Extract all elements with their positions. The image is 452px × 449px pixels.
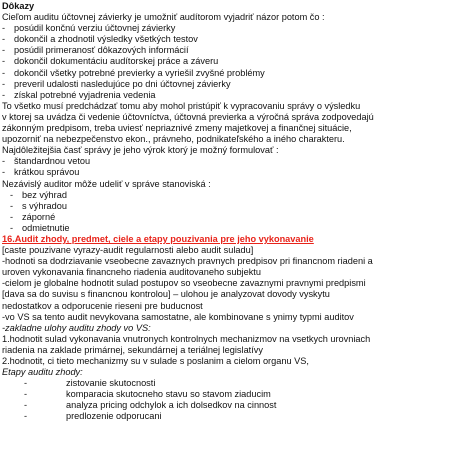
document-page [2,1,450,423]
paragraph-line: zákonným predpisom, treba uviesť nepriaznivé zmeny majetkovej a finančnej situácie, [2,123,352,134]
list-item: - dokončil dokumentáciu audítorskej práce a záveru [2,56,219,67]
list-item: - bez výhrad [10,189,67,200]
document-title: Dôkazy [2,1,35,11]
paragraph-line: To všetko musí predchádzať tomu aby mohol pristúpiť k vypracovaniu správy o výsledku [2,100,361,111]
section-line: [caste pouzivane vyrazy-audit regularnosti alebo audit suladu] [2,245,254,256]
section-heading: 16.Audit zhody, predmet, ciele a etapy pouzivania pre jeho vykonavanie [2,233,314,244]
list-item: - záporné [10,211,56,222]
list-item: - zistovanie skutocnosti [24,378,156,389]
task-line: 1.hodnotit sulad vykonavania vnutronych kontrolnych mechanizmov na vsetkych urovniach [2,333,371,344]
section-line: uroven vykonavania financneho riadenia auditovaneho subjektu [2,267,261,278]
stages-heading: Etapy auditu zhody: [2,367,83,378]
task-line: riadenia na zaklade primárnej, sekundárnej a teriálnej legislatívy [2,344,263,355]
report-intro-text: Najdôležitejšia časť správy je jeho výrok ktorý je možný formulovať : [2,145,279,156]
list-item: - predlozenie odporucani [24,411,162,422]
section-body [2,245,450,323]
list-item: - analyza pricing odchylok a ich dolsedkov na cinnost [24,400,277,411]
section-line: -hodnoti sa dodrziavanie vseobecne zavaznych pravnych predpisov pri financnom riadeni a [2,256,373,267]
list-item: - dokončil všetky potrebné previerky a vyriešil zvyšné problémy [2,67,265,78]
list-item: - získal potrebné vyjadrenia vedenia [2,89,156,100]
tasks-body [2,334,450,367]
section-line: nedostatkov a odporucenie rieseni pre buducnost [2,300,203,311]
list-item: - dokončil a zhodnotil výsledky všetkých testov [2,34,198,45]
list-item: - odmietnutie [10,222,70,233]
list-item: - krátkou správou [2,167,80,178]
audit-goals-list [2,23,450,101]
task-line: 2.hodnotit, ci tieto mechanizmy su v sulade s poslanim a cielom organu VS, [2,356,309,366]
opinions-list [2,190,450,234]
report-paragraph [2,101,450,145]
paragraph-line: upozorniť na nebezpečenstvo ekon., právneho, podnikateľského a iného charakteru. [2,134,345,145]
list-item: - preveril udalosti nasledujúce po dni účtovnej závierky [2,78,231,89]
list-item: - posúdil končnú verziu účtovnej závierky [2,23,176,34]
list-item: - s výhradou [10,200,67,211]
intro-text: Cieľom auditu účtovnej závierky je umožniť audítorom vyjadriť názor potom čo : [2,12,325,23]
list-item: - komparacia skutocneho stavu so stavom ziaducim [24,389,271,400]
section-line: -cielom je globalne hodnotit sulad postupov so vseobecne zavaznymi pravnymi predpismi [2,278,366,289]
list-item: - štandardnou vetou [2,156,91,167]
stages-list [2,378,450,422]
section-line: -vo VS sa tento audit nevykovana samostatne, ale kombinovane s ynimy typmi auditov [2,311,354,322]
opinion-intro-text: Nezávislý auditor môže udeliť v správe stanoviská : [2,178,211,189]
report-types-list [2,156,450,178]
list-item: - posúdil primeranosť dôkazových informácií [2,45,189,56]
section-line: [dava sa do suvisu s financnou kontrolou] – ulohou je analyzovat dovody vyskytu [2,289,330,300]
goals-heading: -zakladne ulohy auditu zhody vo VS: [2,322,151,333]
paragraph-line: v ktorej sa uvádza či vedenie účtovníctva, účtovná previerka a výročná správa zodpovedajú [2,111,374,122]
